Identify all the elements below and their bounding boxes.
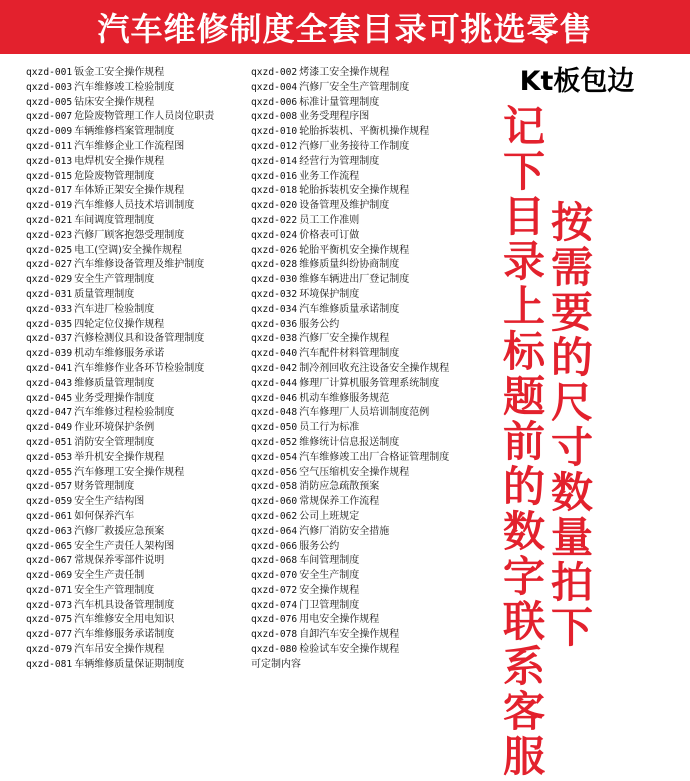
catalog-item-code: qxzd-040 — [251, 348, 298, 360]
catalog-item-code: qxzd-033 — [26, 303, 73, 315]
catalog-item — [251, 81, 491, 96]
catalog-item-code: qxzd-056 — [251, 466, 298, 478]
catalog-item — [26, 362, 248, 377]
catalog-item-title: 经营行为管理制度 — [299, 155, 380, 167]
catalog-item-title: 汽修厂消防安全措施 — [299, 525, 390, 537]
catalog-item-code: qxzd-078 — [251, 629, 298, 641]
catalog-item — [251, 510, 491, 525]
catalog-item-code: qxzd-071 — [26, 584, 73, 596]
catalog-item — [251, 362, 491, 377]
catalog-item-title: 机动车维修服务承诺 — [74, 348, 165, 360]
catalog-item-code: qxzd-048 — [251, 407, 298, 419]
catalog-item-title: 汽车维修服务承诺制度 — [74, 629, 175, 641]
catalog-item — [26, 110, 248, 125]
catalog-item-title: 汽车吊安全操作规程 — [74, 644, 165, 656]
catalog-item — [251, 451, 491, 466]
catalog-item-code: qxzd-043 — [26, 377, 73, 389]
catalog-item-code: qxzd-003 — [26, 81, 73, 93]
catalog-item — [26, 628, 248, 643]
catalog-item — [26, 258, 248, 273]
catalog-item — [251, 199, 491, 214]
catalog-item — [26, 599, 248, 614]
catalog-item-title: 维修质量纠纷协商制度 — [299, 259, 400, 271]
catalog-item-title: 汽车维修企业工作流程图 — [74, 140, 185, 152]
catalog-item-title: 服务公约 — [299, 540, 340, 552]
catalog-item-title: 服务公约 — [299, 318, 340, 330]
catalog-item — [251, 421, 491, 436]
catalog-item-code: qxzd-081 — [26, 658, 73, 670]
catalog-item — [26, 584, 248, 599]
catalog-item-code: qxzd-057 — [26, 481, 73, 493]
catalog-item — [251, 229, 491, 244]
catalog-item-title: 安全生产管理制度 — [74, 274, 155, 286]
catalog-item-code: qxzd-067 — [26, 555, 73, 567]
catalog-item-title: 员工行为标准 — [299, 422, 360, 434]
catalog-item-code: qxzd-018 — [251, 185, 298, 197]
catalog-item — [26, 184, 248, 199]
catalog-item — [26, 643, 248, 658]
catalog-item-title: 钣金工安全操作规程 — [74, 67, 165, 78]
catalog-item — [26, 125, 248, 140]
catalog-item-code: qxzd-012 — [251, 140, 298, 152]
catalog-item — [251, 599, 491, 614]
catalog-item — [26, 244, 248, 259]
catalog-item — [251, 347, 491, 362]
catalog-item — [251, 303, 491, 318]
catalog-item — [251, 392, 491, 407]
catalog-item — [26, 347, 248, 362]
catalog-item-code: qxzd-061 — [26, 510, 73, 522]
catalog-item — [251, 214, 491, 229]
catalog-item-code: qxzd-076 — [251, 614, 298, 626]
catalog-item — [251, 613, 491, 628]
catalog-item-title: 汽修厂安全生产管理制度 — [299, 81, 410, 93]
catalog-item-code: qxzd-031 — [26, 288, 73, 300]
catalog-item-code: qxzd-015 — [26, 170, 73, 182]
catalog-item-code: qxzd-022 — [251, 214, 298, 226]
catalog-item-title: 机动车维修服务规范 — [299, 392, 390, 404]
catalog-middle-column — [251, 66, 491, 673]
catalog-item-title: 汽修厂救援应急预案 — [74, 525, 165, 537]
catalog-item-code: qxzd-039 — [26, 348, 73, 360]
catalog-item-title: 价格表可订做 — [299, 229, 360, 241]
catalog-item-title: 安全生产管理制度 — [74, 584, 155, 596]
catalog-item-title: 汽修厂业务接待工作制度 — [299, 140, 410, 152]
catalog-item-title: 汽车维修作业各环节检验制度 — [74, 362, 205, 374]
catalog-item-code: qxzd-034 — [251, 303, 298, 315]
catalog-item — [251, 140, 491, 155]
catalog-item-code: qxzd-035 — [26, 318, 73, 330]
catalog-item-title: 安全操作规程 — [299, 584, 360, 596]
catalog-item-title: 维修质量管理制度 — [74, 377, 155, 389]
catalog-item-code: qxzd-021 — [26, 214, 73, 226]
catalog-item — [26, 377, 248, 392]
catalog-item-title: 业务受理程序图 — [299, 111, 370, 123]
catalog-item — [26, 229, 248, 244]
catalog-item-code: qxzd-024 — [251, 229, 298, 241]
catalog-item — [26, 199, 248, 214]
catalog-item-title: 安全生产责任人架构图 — [74, 540, 175, 552]
catalog-item-code: qxzd-002 — [251, 67, 298, 78]
catalog-item-title: 安全生产责任制 — [74, 570, 145, 582]
catalog-item-code: qxzd-019 — [26, 200, 73, 212]
catalog-item-title: 常规保养零部件说明 — [74, 555, 165, 567]
catalog-item-title: 消防安全管理制度 — [74, 436, 155, 448]
catalog-item — [251, 184, 491, 199]
catalog-item-code: qxzd-047 — [26, 407, 73, 419]
catalog-item — [251, 643, 491, 658]
catalog-item-code: qxzd-010 — [251, 126, 298, 138]
catalog-item-code: qxzd-011 — [26, 140, 73, 152]
catalog-item-code: qxzd-046 — [251, 392, 298, 404]
catalog-item — [26, 495, 248, 510]
catalog-item-code: qxzd-080 — [251, 644, 298, 656]
catalog-item-title: 轮胎平衡机安全操作规程 — [299, 244, 410, 256]
catalog-item — [26, 480, 248, 495]
catalog-item-title: 车体矫正架安全操作规程 — [74, 185, 185, 197]
catalog-item-title: 如何保养汽车 — [74, 510, 135, 522]
catalog-item — [251, 155, 491, 170]
catalog-item-code: qxzd-020 — [251, 200, 298, 212]
catalog-item-code: qxzd-068 — [251, 555, 298, 567]
catalog-item-title: 汽车配件材料管理制度 — [299, 348, 400, 360]
catalog-item-code: qxzd-023 — [26, 229, 73, 241]
catalog-item-code: qxzd-030 — [251, 274, 298, 286]
catalog-item — [251, 495, 491, 510]
catalog-item — [26, 155, 248, 170]
catalog-item-title: 汽车修理工安全操作规程 — [74, 466, 185, 478]
catalog-item — [251, 540, 491, 555]
catalog-item — [26, 214, 248, 229]
catalog-item-title: 危险废物管理制度 — [74, 170, 155, 182]
catalog-item — [251, 332, 491, 347]
catalog-item — [26, 392, 248, 407]
catalog-item-title: 常规保养工作流程 — [299, 496, 380, 508]
catalog-item — [26, 613, 248, 628]
catalog-item — [251, 258, 491, 273]
catalog-item — [251, 288, 491, 303]
catalog-item-code: qxzd-070 — [251, 570, 298, 582]
catalog-item-title: 汽车维修设备管理及维护制度 — [74, 259, 205, 271]
catalog-item — [26, 406, 248, 421]
catalog-item-title: 四轮定位仪操作规程 — [74, 318, 165, 330]
catalog-item-title: 安全生产结构图 — [74, 496, 145, 508]
catalog-item — [251, 554, 491, 569]
catalog-item-code: qxzd-069 — [26, 570, 73, 582]
catalog-item-code: qxzd-045 — [26, 392, 73, 404]
catalog-item-code: qxzd-028 — [251, 259, 298, 271]
catalog-item — [26, 554, 248, 569]
catalog-item — [251, 170, 491, 185]
catalog-item-code: qxzd-006 — [251, 96, 298, 108]
catalog-item — [26, 421, 248, 436]
catalog-item — [26, 540, 248, 555]
catalog-item-code: qxzd-005 — [26, 96, 73, 108]
catalog-item-title: 车间管理制度 — [299, 555, 360, 567]
catalog-item-code: qxzd-053 — [26, 451, 73, 463]
catalog-item-title: 业务受理操作制度 — [74, 392, 155, 404]
catalog-item — [251, 480, 491, 495]
catalog-item — [251, 628, 491, 643]
catalog-item-title: 车间调度管理制度 — [74, 214, 155, 226]
catalog-item — [26, 96, 248, 111]
catalog-item-code: qxzd-037 — [26, 333, 73, 345]
catalog-item-code: qxzd-026 — [251, 244, 298, 256]
catalog-item-title: 烤漆工安全操作规程 — [299, 67, 390, 78]
catalog-item-code: qxzd-004 — [251, 81, 298, 93]
catalog-item-title: 汽车维修质量承诺制度 — [299, 303, 400, 315]
catalog-item-code: qxzd-009 — [26, 126, 73, 138]
catalog-item — [26, 81, 248, 96]
catalog-item — [251, 658, 491, 673]
catalog-item — [251, 569, 491, 584]
catalog-item-title: 汽修厂顾客抱怨受理制度 — [74, 229, 185, 241]
catalog-item — [26, 170, 248, 185]
catalog-item — [251, 125, 491, 140]
catalog-item — [251, 525, 491, 540]
catalog-item-code: qxzd-063 — [26, 525, 73, 537]
catalog-item-title: 车辆维修档案管理制度 — [74, 126, 175, 138]
catalog-item-title: 制冷剂回收充注设备安全操作规程 — [299, 362, 450, 374]
catalog-item-title: 可定制内容 — [251, 658, 301, 670]
catalog-item — [26, 436, 248, 451]
catalog-item-title: 危险废物管理工作人员岗位职责 — [74, 111, 215, 123]
catalog-item-title: 举升机安全操作规程 — [74, 451, 165, 463]
catalog-item-code: qxzd-036 — [251, 318, 298, 330]
catalog-item-title: 车辆维修质量保证期制度 — [74, 658, 185, 670]
catalog-item — [26, 318, 248, 333]
vertical-note-order: 按 需 要 的 尺 寸 数 量 拍 下 — [550, 198, 593, 652]
catalog-item-code: qxzd-014 — [251, 155, 298, 167]
catalog-item — [251, 318, 491, 333]
catalog-item-code: qxzd-058 — [251, 481, 298, 493]
catalog-item — [26, 288, 248, 303]
catalog-item-code: qxzd-044 — [251, 377, 298, 389]
catalog-item-code: qxzd-074 — [251, 599, 298, 611]
catalog-item-code: qxzd-013 — [26, 155, 73, 167]
catalog-item-title: 汽车修理厂人员培训制度范例 — [299, 407, 430, 419]
catalog-item-title: 钻床安全操作规程 — [74, 96, 155, 108]
catalog-item-code: qxzd-001 — [26, 67, 73, 78]
catalog-item-title: 轮胎拆装机、平衡机操作规程 — [299, 126, 430, 138]
catalog-item-title: 公司上班规定 — [299, 510, 360, 522]
catalog-item-code: qxzd-049 — [26, 422, 73, 434]
catalog-item-code: qxzd-073 — [26, 599, 73, 611]
catalog-item — [26, 510, 248, 525]
catalog-item-code: qxzd-055 — [26, 466, 73, 478]
catalog-item-code: qxzd-077 — [26, 629, 73, 641]
catalog-item-title: 汽修检测仪具和设备管理制度 — [74, 333, 205, 345]
catalog-item — [251, 273, 491, 288]
catalog-item-title: 标准计量管理制度 — [299, 96, 380, 108]
catalog-item-code: qxzd-007 — [26, 111, 73, 123]
catalog-item — [26, 332, 248, 347]
catalog-item — [26, 466, 248, 481]
catalog-item-code: qxzd-025 — [26, 244, 73, 256]
catalog-item-title: 电工(空调)安全操作规程 — [74, 244, 183, 256]
catalog-item-code: qxzd-008 — [251, 111, 298, 123]
catalog-item — [26, 273, 248, 288]
catalog-item-title: 轮胎拆装机安全操作规程 — [299, 185, 410, 197]
catalog-item-title: 汽车维修过程检验制度 — [74, 407, 175, 419]
catalog-item-code: qxzd-027 — [26, 259, 73, 271]
catalog-item-title: 检验试车安全操作规程 — [299, 644, 400, 656]
catalog-item-title: 修理厂计算机服务管理系统制度 — [299, 377, 440, 389]
catalog-item — [251, 96, 491, 111]
catalog-left-column — [26, 66, 248, 673]
catalog-item-title: 用电安全操作规程 — [299, 614, 380, 626]
catalog-item — [251, 466, 491, 481]
catalog-item-code: qxzd-059 — [26, 496, 73, 508]
catalog-item-code: qxzd-054 — [251, 451, 298, 463]
catalog-item-title: 汽修厂安全操作规程 — [299, 333, 390, 345]
catalog-item-code: qxzd-072 — [251, 584, 298, 596]
banner — [0, 0, 690, 54]
catalog-item — [251, 406, 491, 421]
catalog-item-title: 自卸汽车安全操作规程 — [299, 629, 400, 641]
vertical-note-contact: 记 下 目 录 上 标 题 前 的 数 字 联 系 客 服 — [502, 102, 545, 781]
catalog-item — [26, 303, 248, 318]
catalog-item-title: 汽车维修安全用电知识 — [74, 614, 175, 626]
catalog-item-code: qxzd-042 — [251, 362, 298, 374]
catalog-item-code: qxzd-065 — [26, 540, 73, 552]
catalog-item — [251, 584, 491, 599]
catalog-item-code: qxzd-052 — [251, 436, 298, 448]
catalog-item — [26, 451, 248, 466]
catalog-item-code: qxzd-079 — [26, 644, 73, 656]
catalog-item-title: 员工工作准则 — [299, 214, 360, 226]
catalog-item-title: 门卫管理制度 — [299, 599, 360, 611]
catalog-item — [251, 244, 491, 259]
catalog-item-title: 质量管理制度 — [74, 288, 135, 300]
catalog-item-code: qxzd-051 — [26, 436, 73, 448]
catalog-item-title: 财务管理制度 — [74, 481, 135, 493]
banner-title: 汽车维修制度全套目录可挑选零售 — [97, 10, 593, 48]
catalog-item-title: 空气压缩机安全操作规程 — [299, 466, 410, 478]
catalog-item-title: 汽车维修人员技术培训制度 — [74, 200, 195, 212]
catalog-item-title: 电焊机安全操作规程 — [74, 155, 165, 167]
catalog-item-code: qxzd-066 — [251, 540, 298, 552]
catalog-item-code: qxzd-050 — [251, 422, 298, 434]
catalog-item-title: 汽车进厂检验制度 — [74, 303, 155, 315]
catalog-item-code: qxzd-075 — [26, 614, 73, 626]
catalog-item-code: qxzd-032 — [251, 288, 298, 300]
catalog-item-code: qxzd-060 — [251, 496, 298, 508]
catalog-item-title: 环境保护制度 — [299, 288, 360, 300]
catalog-item-code: qxzd-038 — [251, 333, 298, 345]
catalog-item — [26, 140, 248, 155]
catalog-item-title: 维修统计信息报送制度 — [299, 436, 400, 448]
kt-board-label: Kt板包边 — [519, 66, 635, 97]
catalog-item-code: qxzd-041 — [26, 362, 73, 374]
catalog-item-title: 汽车维修竣工出厂合格证管理制度 — [299, 451, 450, 463]
catalog-item-code: qxzd-029 — [26, 274, 73, 286]
catalog-item — [26, 525, 248, 540]
catalog-item-code: qxzd-062 — [251, 510, 298, 522]
catalog-item — [251, 377, 491, 392]
catalog-item-code: qxzd-064 — [251, 525, 298, 537]
catalog-item — [26, 569, 248, 584]
catalog-item-title: 设备管理及维护制度 — [299, 200, 390, 212]
catalog-item-code: qxzd-016 — [251, 170, 298, 182]
catalog-item-title: 作业环境保护条例 — [74, 422, 155, 434]
catalog-item-code: qxzd-017 — [26, 185, 73, 197]
catalog-item-title: 业务工作流程 — [299, 170, 360, 182]
catalog-item — [251, 110, 491, 125]
catalog-item — [251, 436, 491, 451]
catalog-item — [251, 66, 491, 81]
catalog-item-title: 消防应急疏散预案 — [299, 481, 380, 493]
catalog-item — [26, 66, 248, 81]
catalog-item-title: 汽车机具设备管理制度 — [74, 599, 175, 611]
catalog-item-title: 维修车辆进出厂登记制度 — [299, 274, 410, 286]
catalog-item-title: 安全生产制度 — [299, 570, 360, 582]
catalog-item-title: 汽车维修竣工检验制度 — [74, 81, 175, 93]
catalog-item — [26, 658, 248, 673]
